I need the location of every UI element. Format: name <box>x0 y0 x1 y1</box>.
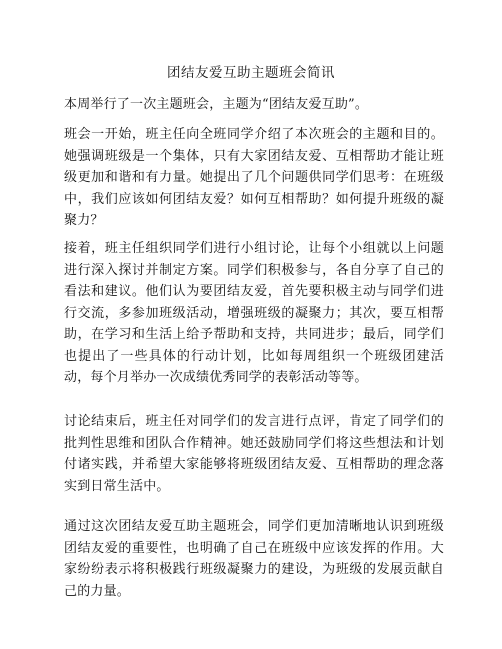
paragraph-conclusion: 通过这次团结友爱互助主题班会，同学们更加清晰地认识到班级团结友爱的重要性，也明确了自己在班级中应该发挥的作用。大家纷纷表示将积极践行班级凝聚力的建设，为班级的发展贡献自己的力量。 <box>64 519 444 599</box>
document-title: 团结友爱互助主题班会简讯 <box>167 65 335 81</box>
paragraph-intro: 本周举行了一次主题班会，主题为“团结友爱互助”。 <box>64 97 369 112</box>
paragraph-opening: 班会一开始，班主任向全班同学介绍了本次班会的主题和目的。她强调班级是一个集体，只有大家团结友爱、互相帮助才能让班级更加和谐和有力量。她提出了几个问题供同学们思考：在班级中，我们应该如何团结友爱？如何互相帮助？如何提升班级的凝聚力？ <box>64 127 444 228</box>
paragraph-review: 讨论结束后，班主任对同学们的发言进行点评，肯定了同学们的批判性思维和团队合作精神。她还鼓励同学们将这些想法和计划付诸实践，并希望大家能够将班级团结友爱、互相帮助的理念落实到日常生活中。 <box>64 414 444 494</box>
paragraph-discussion: 接着，班主任组织同学们进行小组讨论，让每个小组就以上问题进行深入探讨并制定方案。同学们积极参与，各自分享了自己的看法和建议。他们认为要团结友爱，首先要积极主动与同学们进行交流，多参加班级活动，增强班级的凝聚力；其次，要互相帮助，在学习和生活上给予帮助和支持，共同进步；最后，同学们也提出了一些具体的行动计划，比如每周组织一个班级团建活动，每个月举办一次成绩优秀同学的表彰活动等等。 <box>64 241 444 385</box>
